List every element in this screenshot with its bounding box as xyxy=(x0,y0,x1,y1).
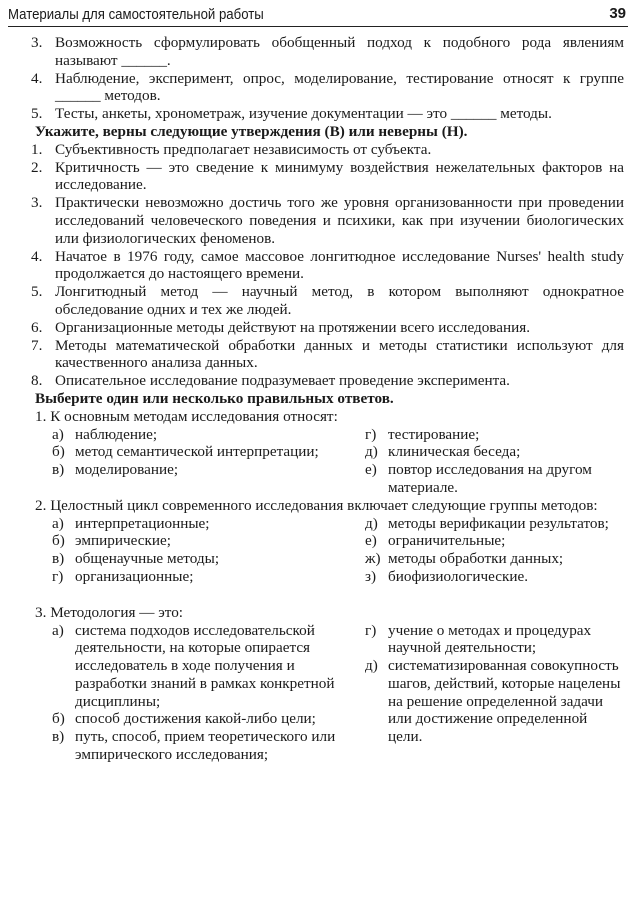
item-text: Субъективность предполагает независимость от субъекта. xyxy=(55,140,432,158)
option-letter: г) xyxy=(52,567,64,585)
answer-option xyxy=(52,568,345,586)
list-item xyxy=(8,194,624,247)
item-text: Практически невозможно достичь того же уровня организованности при проведении исследований человеческого поведения и психики, как при изучении биологических или физиологических феноменов. xyxy=(55,194,624,247)
item-text: Методы математической обработки данных и методы статистики используют для качественного анализа данных. xyxy=(55,336,624,372)
answer-option xyxy=(365,515,624,533)
item-text: Тесты, анкеты, хронометраж, изучение документации — это ______ методы. xyxy=(55,105,552,123)
option-letter: а) xyxy=(52,514,64,532)
option-letter: б) xyxy=(52,443,65,461)
fill-in-list xyxy=(8,34,624,123)
item-text: Наблюдение, эксперимент, опрос, моделирование, тестирование относят к группе ______ методов. xyxy=(55,69,624,105)
item-number: 2. xyxy=(31,158,43,176)
option-letter: з) xyxy=(365,567,377,585)
option-letter: д) xyxy=(365,443,378,461)
options-column-left xyxy=(8,622,345,764)
question-1-options xyxy=(8,426,624,497)
question-1: 1. К основным методам исследования относят: xyxy=(35,407,338,425)
answer-option xyxy=(365,461,624,497)
option-text: общенаучные методы; xyxy=(75,550,220,568)
option-text: путь, способ, прием теоретического или эмпирического исследования; xyxy=(75,728,336,764)
item-number: 4. xyxy=(31,247,43,265)
list-item xyxy=(8,159,624,195)
option-letter: в) xyxy=(52,550,65,568)
item-text: Начатое в 1976 году, самое массовое лонгитюдное исследование Nurses' health study продолжается до настоящего времени. xyxy=(55,247,624,283)
answer-option xyxy=(365,550,624,568)
option-text: методы обработки данных; xyxy=(388,550,564,568)
option-text: клиническая беседа; xyxy=(388,443,521,461)
option-letter: д) xyxy=(365,514,378,532)
section-heading-multiple-choice: Выберите один или несколько правильных ответов. xyxy=(35,389,394,407)
answer-option xyxy=(365,568,624,586)
answer-option xyxy=(52,710,345,728)
item-number: 4. xyxy=(31,69,43,87)
item-text: Возможность сформулировать обобщенный подход к подобного рода явлениям называют ______. xyxy=(55,34,624,69)
option-text: организационные; xyxy=(75,567,194,585)
item-number: 6. xyxy=(31,318,43,336)
item-text: Описательное исследование подразумевает проведение эксперимента. xyxy=(55,372,510,390)
options-column-right xyxy=(345,515,624,586)
list-item xyxy=(8,319,624,337)
section-heading-true-false: Укажите, верны следующие утверждения (В) или неверны (Н). xyxy=(35,122,468,140)
option-letter: в) xyxy=(52,461,65,479)
answer-option xyxy=(52,532,345,550)
option-letter: г) xyxy=(365,621,377,639)
option-text: метод семантической интерпретации; xyxy=(75,443,319,461)
option-letter: д) xyxy=(365,657,378,675)
option-letter: в) xyxy=(52,728,65,746)
question-2: 2. Целостный цикл современного исследования включает следующие группы методов: xyxy=(35,496,598,514)
running-title: Материалы для самостоятельной работы xyxy=(8,6,264,23)
option-letter: г) xyxy=(365,425,377,443)
answer-option xyxy=(52,515,345,533)
answer-option xyxy=(365,443,624,461)
option-letter: б) xyxy=(52,710,65,728)
option-text: наблюдение; xyxy=(75,425,158,443)
option-text: методы верификации результатов; xyxy=(388,514,609,532)
answer-option xyxy=(52,550,345,568)
item-text: Критичность — это сведение к минимуму воздействия нежелательных факторов на исследование. xyxy=(55,158,624,194)
question-3-options xyxy=(8,622,624,764)
list-item xyxy=(8,141,624,159)
option-text: повтор исследования на другом материале. xyxy=(388,461,592,496)
page-number: 39 xyxy=(609,5,626,22)
list-item xyxy=(8,337,624,373)
item-number: 7. xyxy=(31,336,43,354)
list-item xyxy=(8,248,624,284)
option-letter: ж) xyxy=(365,550,381,568)
option-text: тестирование; xyxy=(388,425,480,443)
spacer xyxy=(8,586,624,604)
answer-option xyxy=(365,622,624,658)
item-number: 5. xyxy=(31,105,43,123)
list-item xyxy=(8,283,624,319)
list-item xyxy=(8,34,624,70)
option-letter: а) xyxy=(52,621,64,639)
option-text: систематизированная совокупность шагов, действий, которые нацелены на решение определенной задачи или достижение определенной цели. xyxy=(388,657,621,746)
list-item xyxy=(8,70,624,106)
item-number: 1. xyxy=(31,140,43,158)
answer-option xyxy=(365,532,624,550)
question-3: 3. Методология — это: xyxy=(35,603,184,621)
option-letter: б) xyxy=(52,532,65,550)
true-false-list xyxy=(8,141,624,390)
answer-option xyxy=(52,622,345,711)
answer-option xyxy=(52,443,345,461)
answer-option xyxy=(52,426,345,444)
page-content xyxy=(8,34,624,764)
answer-option xyxy=(52,461,345,479)
options-column-right xyxy=(345,426,624,497)
item-number: 3. xyxy=(31,194,43,212)
item-number: 3. xyxy=(31,34,43,51)
item-number: 8. xyxy=(31,372,43,390)
item-number: 5. xyxy=(31,283,43,301)
option-letter: е) xyxy=(365,532,377,550)
option-text: система подходов исследовательской деятельности, на которые опирается исследователь в ходе получения и разработки знаний в рамках конкретной дисциплины; xyxy=(75,621,335,710)
options-column-right xyxy=(345,622,624,764)
options-column-left xyxy=(8,515,345,586)
answer-option xyxy=(365,657,624,746)
running-header xyxy=(8,2,628,27)
option-letter: а) xyxy=(52,425,64,443)
option-text: учение о методах и процедурах научной деятельности; xyxy=(388,621,592,657)
list-item xyxy=(8,105,624,123)
options-column-left xyxy=(8,426,345,497)
question-2-options xyxy=(8,515,624,586)
option-text: интерпретационные; xyxy=(75,514,210,532)
item-text: Лонгитюдный метод — научный метод, в котором выполняют однократное обследование одних и тех же людей. xyxy=(55,283,624,318)
option-text: биофизиологические. xyxy=(388,567,529,585)
option-text: способ достижения какой-либо цели; xyxy=(75,710,316,728)
option-letter: е) xyxy=(365,461,377,479)
option-text: эмпирические; xyxy=(75,532,171,550)
list-item xyxy=(8,372,624,390)
option-text: ограничительные; xyxy=(388,532,506,550)
answer-option xyxy=(52,728,345,764)
answer-option xyxy=(365,426,624,444)
item-text: Организационные методы действуют на протяжении всего исследования. xyxy=(55,318,531,336)
option-text: моделирование; xyxy=(75,461,179,479)
